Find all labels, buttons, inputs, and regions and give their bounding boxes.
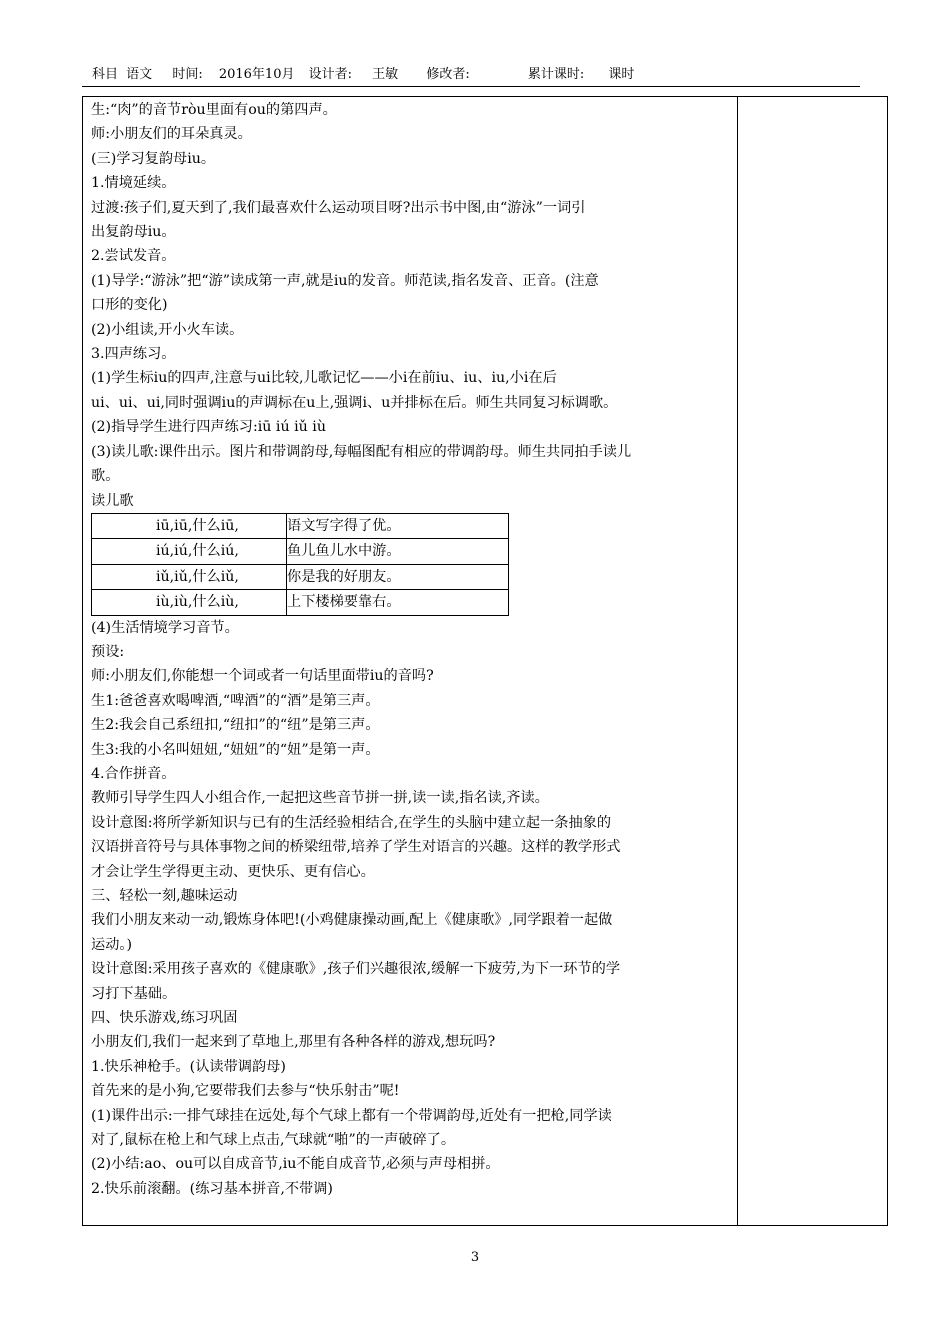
text-line: 我们小朋友来动一动,锻炼身体吧!(小鸡健康操动画,配上《健康歌》,同学跟着一起做 — [91, 912, 613, 929]
time-value: 2016年10月 — [218, 67, 295, 82]
text-line: 生2:我会自己系纽扣,“纽扣”的“纽”是第三声。 — [91, 717, 380, 734]
text-line: (1)导学:“游泳”把“游”读成第一声,就是iu的发音。师范读,指名发音、正音。(注意 — [91, 272, 599, 289]
poem-row — [92, 590, 509, 615]
text-line: 预设: — [91, 643, 125, 660]
poem-row — [92, 564, 509, 589]
text-line: 对了,鼠标在枪上和气球上点击,气球就“啪”的一声破碎了。 — [91, 1132, 456, 1149]
text-line: 2.快乐前滚翻。(练习基本拼音,不带调) — [91, 1180, 333, 1197]
text-line: 教师引导学生四人小组合作,一起把这些音节拼一拼,读一读,指名读,齐读。 — [91, 790, 549, 807]
text-line: (4)生活情境学习音节。 — [91, 619, 239, 636]
text-line: (1)课件出示:一排气球挂在远处,每个气球上都有一个带调韵母,近处有一把枪,同学读 — [91, 1107, 612, 1124]
text-line: 汉语拼音符号与具体事物之间的桥梁纽带,培养了学生对语言的兴趣。这样的教学形式 — [91, 839, 621, 856]
text-line: 口形的变化) — [91, 297, 168, 314]
poem-cell-verse: 语文写字得了优。 — [287, 513, 509, 538]
poem-cell-pinyin: iù,iù,什么iù, — [92, 590, 287, 615]
text-line: 4.合作拼音。 — [91, 765, 176, 782]
text-line: (2)小结:ao、ou可以自成音节,iu不能自成音节,必须与声母相拼。 — [91, 1156, 500, 1173]
poem-cell-pinyin: iǔ,iǔ,什么iǔ, — [92, 564, 287, 589]
header-rule — [82, 86, 860, 87]
page-number: 3 — [470, 1250, 480, 1265]
poem-row — [92, 539, 509, 564]
editor-label: 修改者: — [426, 67, 470, 82]
text-line: 师:小朋友们的耳朵真灵。 — [91, 126, 252, 143]
subject-value: 语文 — [126, 67, 153, 82]
text-line: 才会让学生学得更主动、更快乐、更有信心。 — [91, 863, 375, 880]
hours-unit: 课时 — [608, 67, 635, 82]
text-line: 3.四声练习。 — [91, 346, 176, 363]
text-line: 生1:爸爸喜欢喝啤酒,“啤酒”的“酒”是第三声。 — [91, 692, 380, 709]
text-line: (2)小组读,开小火车读。 — [91, 321, 244, 338]
poem-title: 读儿歌 — [91, 492, 134, 509]
poem-cell-verse: 鱼儿鱼儿水中游。 — [287, 539, 509, 564]
poem-cell-verse: 上下楼梯要靠右。 — [287, 590, 509, 615]
text-line: 1.情境延续。 — [91, 175, 176, 192]
text-line: 歌。 — [91, 468, 120, 485]
notes-column-divider — [737, 96, 738, 1226]
text-line: ui、ui、ui,同时强调iu的声调标在u上,强调i、u并排标在后。师生共同复习标调歌。 — [91, 394, 618, 411]
text-line: (1)学生标iu的四声,注意与ui比较,儿歌记忆——小i在前iu、iu、iu,小i在后 — [91, 370, 557, 387]
section-heading: 四、快乐游戏,练习巩固 — [91, 1010, 238, 1027]
text-line: (3)读儿歌:课件出示。图片和带调韵母,每幅图配有相应的带调韵母。师生共同拍手读儿 — [91, 443, 632, 460]
poem-cell-pinyin: iū,iū,什么iū, — [92, 513, 287, 538]
text-line: 设计意图:将所学新知识与已有的生活经验相结合,在学生的头脑中建立起一条抽象的 — [91, 814, 612, 831]
poem-cell-pinyin: iú,iú,什么iú, — [92, 539, 287, 564]
designer-label: 设计者: — [308, 67, 353, 82]
poem-table — [91, 513, 509, 616]
text-line: 首先来的是小狗,它要带我们去参与“快乐射击”呢! — [91, 1083, 400, 1100]
poem-cell-verse: 你是我的好朋友。 — [287, 564, 509, 589]
text-line: 生:“肉”的音节ròu里面有ou的第四声。 — [91, 102, 337, 118]
time-label: 时间: — [172, 67, 203, 82]
poem-row — [92, 513, 509, 538]
text-line: 习打下基础。 — [91, 985, 177, 1002]
text-line: 小朋友们,我们一起来到了草地上,那里有各种各样的游戏,想玩吗? — [91, 1034, 496, 1051]
text-line: 设计意图:采用孩子喜欢的《健康歌》,孩子们兴趣很浓,缓解一下疲劳,为下一环节的学 — [91, 961, 621, 978]
text-line: 过渡:孩子们,夏天到了,我们最喜欢什么运动项目呀?出示书中图,由“游泳”一词引 — [91, 199, 586, 216]
subject-label: 科目 — [92, 67, 119, 82]
text-line: 师:小朋友们,你能想一个词或者一句话里面带iu的音吗? — [91, 668, 434, 685]
text-line: 出复韵母iu。 — [91, 224, 176, 241]
text-line: 运动。) — [91, 936, 132, 953]
section-heading: 三、轻松一刻,趣味运动 — [91, 888, 238, 904]
section-heading: (三)学习复韵母iu。 — [91, 150, 216, 167]
page-header — [92, 66, 860, 84]
text-line: 2.尝试发音。 — [91, 248, 176, 265]
designer-value: 王敏 — [372, 67, 399, 82]
hours-label: 累计课时: — [527, 67, 585, 82]
text-line: 生3:我的小名叫妞妞,“妞妞”的“妞”是第一声。 — [91, 741, 380, 758]
text-line: (2)指导学生进行四声练习:iū iú iǔ iù — [91, 419, 326, 436]
lesson-content — [91, 98, 731, 1201]
text-line: 1.快乐神枪手。(认读带调韵母) — [91, 1058, 286, 1075]
